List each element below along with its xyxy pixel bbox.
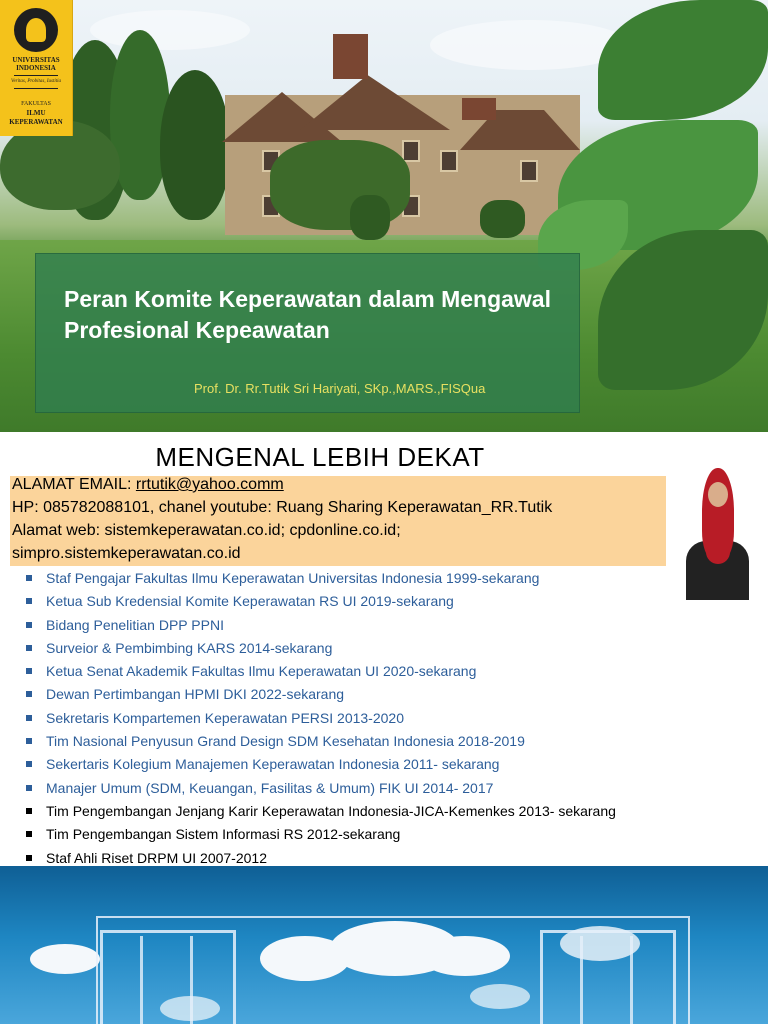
role-text: Surveior & Pembimbing KARS 2014-sekarang	[46, 639, 333, 656]
role-item	[22, 685, 616, 708]
sky-slide	[0, 866, 768, 1024]
web-line-2: simpro.sistemkeperawatan.co.id	[12, 545, 241, 562]
bullet-icon	[26, 808, 32, 814]
role-item	[22, 639, 616, 662]
bullet-icon	[26, 691, 32, 697]
title-box	[35, 253, 580, 413]
role-item	[22, 825, 616, 848]
role-text: Tim Nasional Penyusun Grand Design SDM Kesehatan Indonesia 2018-2019	[46, 733, 525, 750]
role-item	[22, 709, 616, 732]
role-text: Dewan Pertimbangan HPMI DKI 2022-sekarang	[46, 686, 345, 703]
role-item	[22, 779, 616, 802]
author-name: Prof. Dr. Rr.Tutik Sri Hariyati, SKp.,MARS.,FISQua	[194, 381, 486, 396]
bullet-icon	[26, 622, 32, 628]
cloud	[30, 944, 100, 974]
logo-university: UNIVERSITAS INDONESIA	[12, 56, 60, 72]
chimney	[333, 34, 368, 79]
bullet-icon	[26, 831, 32, 837]
role-item	[22, 569, 616, 592]
logo-faculty-name-2: KEPERAWATAN	[9, 118, 63, 126]
section-heading: MENGENAL LEBIH DEKAT	[155, 442, 485, 472]
contact-box	[10, 476, 666, 566]
role-text: Bidang Penelitian DPP PPNI	[46, 616, 224, 633]
role-item	[22, 662, 616, 685]
logo-motto: Veritas, Probitas, Iustitia	[10, 79, 62, 84]
window-right-panel	[540, 930, 676, 1024]
role-item	[22, 616, 616, 639]
hp-line: HP: 085782088101, chanel youtube: Ruang Sharing Keperawatan_RR.Tutik	[12, 499, 553, 516]
tree	[160, 70, 230, 220]
bullet-icon	[26, 785, 32, 791]
window	[520, 160, 538, 182]
role-item	[22, 802, 616, 825]
window-mullion	[630, 936, 633, 1024]
bullet-icon	[26, 761, 32, 767]
role-text: Sekretaris Kompartemen Keperawatan PERSI 2013-2020	[46, 709, 404, 726]
role-text: Tim Pengembangan Jenjang Karir Keperawatan Indonesia-JICA-Kemenkes 2013- sekarang	[46, 802, 616, 819]
role-text: Sekertaris Kolegium Manajemen Keperawatan Indonesia 2011- sekarang	[46, 756, 500, 773]
role-text: Tim Pengembangan Sistem Informasi RS 2012-sekarang	[46, 826, 401, 843]
bullet-icon	[26, 855, 32, 861]
role-text: Ketua Senat Akademik Fakultas Ilmu Keperawatan UI 2020-sekarang	[46, 663, 477, 680]
email-label: ALAMAT EMAIL:	[12, 476, 136, 493]
role-text: Manajer Umum (SDM, Keuangan, Fasilitas & Umum) FIK UI 2014- 2017	[46, 779, 494, 796]
role-item	[22, 592, 616, 615]
role-text: Staf Pengajar Fakultas Ilmu Keperawatan Universitas Indonesia 1999-sekarang	[46, 570, 540, 586]
web-line-1: Alamat web: sistemkeperawatan.co.id; cpdonline.co.id;	[12, 522, 401, 539]
window-mullion	[580, 936, 583, 1024]
role-item	[22, 732, 616, 755]
logo-divider	[14, 88, 58, 89]
window-mullion	[190, 936, 193, 1024]
logo-faculty-label: FAKULTAS	[21, 101, 51, 107]
bullet-icon	[26, 715, 32, 721]
bullet-icon	[26, 598, 32, 604]
window-left-panel	[100, 930, 236, 1024]
role-text: Staf Ahli Riset DRPM UI 2007-2012	[46, 849, 267, 866]
bullet-icon	[26, 738, 32, 744]
title-slide	[0, 0, 768, 432]
photo-scarf	[706, 509, 730, 564]
bullet-icon	[26, 645, 32, 651]
hedge	[480, 200, 525, 238]
presentation-title: Peran Komite Keperawatan dalam Mengawal Profesional Kepeawatan	[64, 286, 551, 343]
bullet-icon	[26, 575, 32, 581]
email-line	[12, 476, 284, 494]
hedge	[350, 195, 390, 240]
email-link[interactable]: rrtutik@yahoo.comm	[135, 476, 284, 493]
profile-photo	[684, 465, 751, 600]
window	[440, 150, 458, 172]
role-text: Ketua Sub Kredensial Komite Keperawatan RS UI 2019-sekarang	[46, 593, 454, 610]
roles-list	[22, 569, 616, 872]
logo-divider	[14, 75, 58, 76]
logo-faculty-name-1: ILMU	[26, 109, 46, 117]
window	[402, 140, 420, 162]
makara-emblem-icon	[14, 8, 58, 52]
photo-face	[708, 482, 728, 507]
window-mullion	[140, 936, 143, 1024]
chimney	[462, 98, 496, 120]
university-logo	[0, 0, 73, 136]
sky-cloud	[90, 10, 250, 50]
bullet-icon	[26, 668, 32, 674]
role-item	[22, 755, 616, 778]
